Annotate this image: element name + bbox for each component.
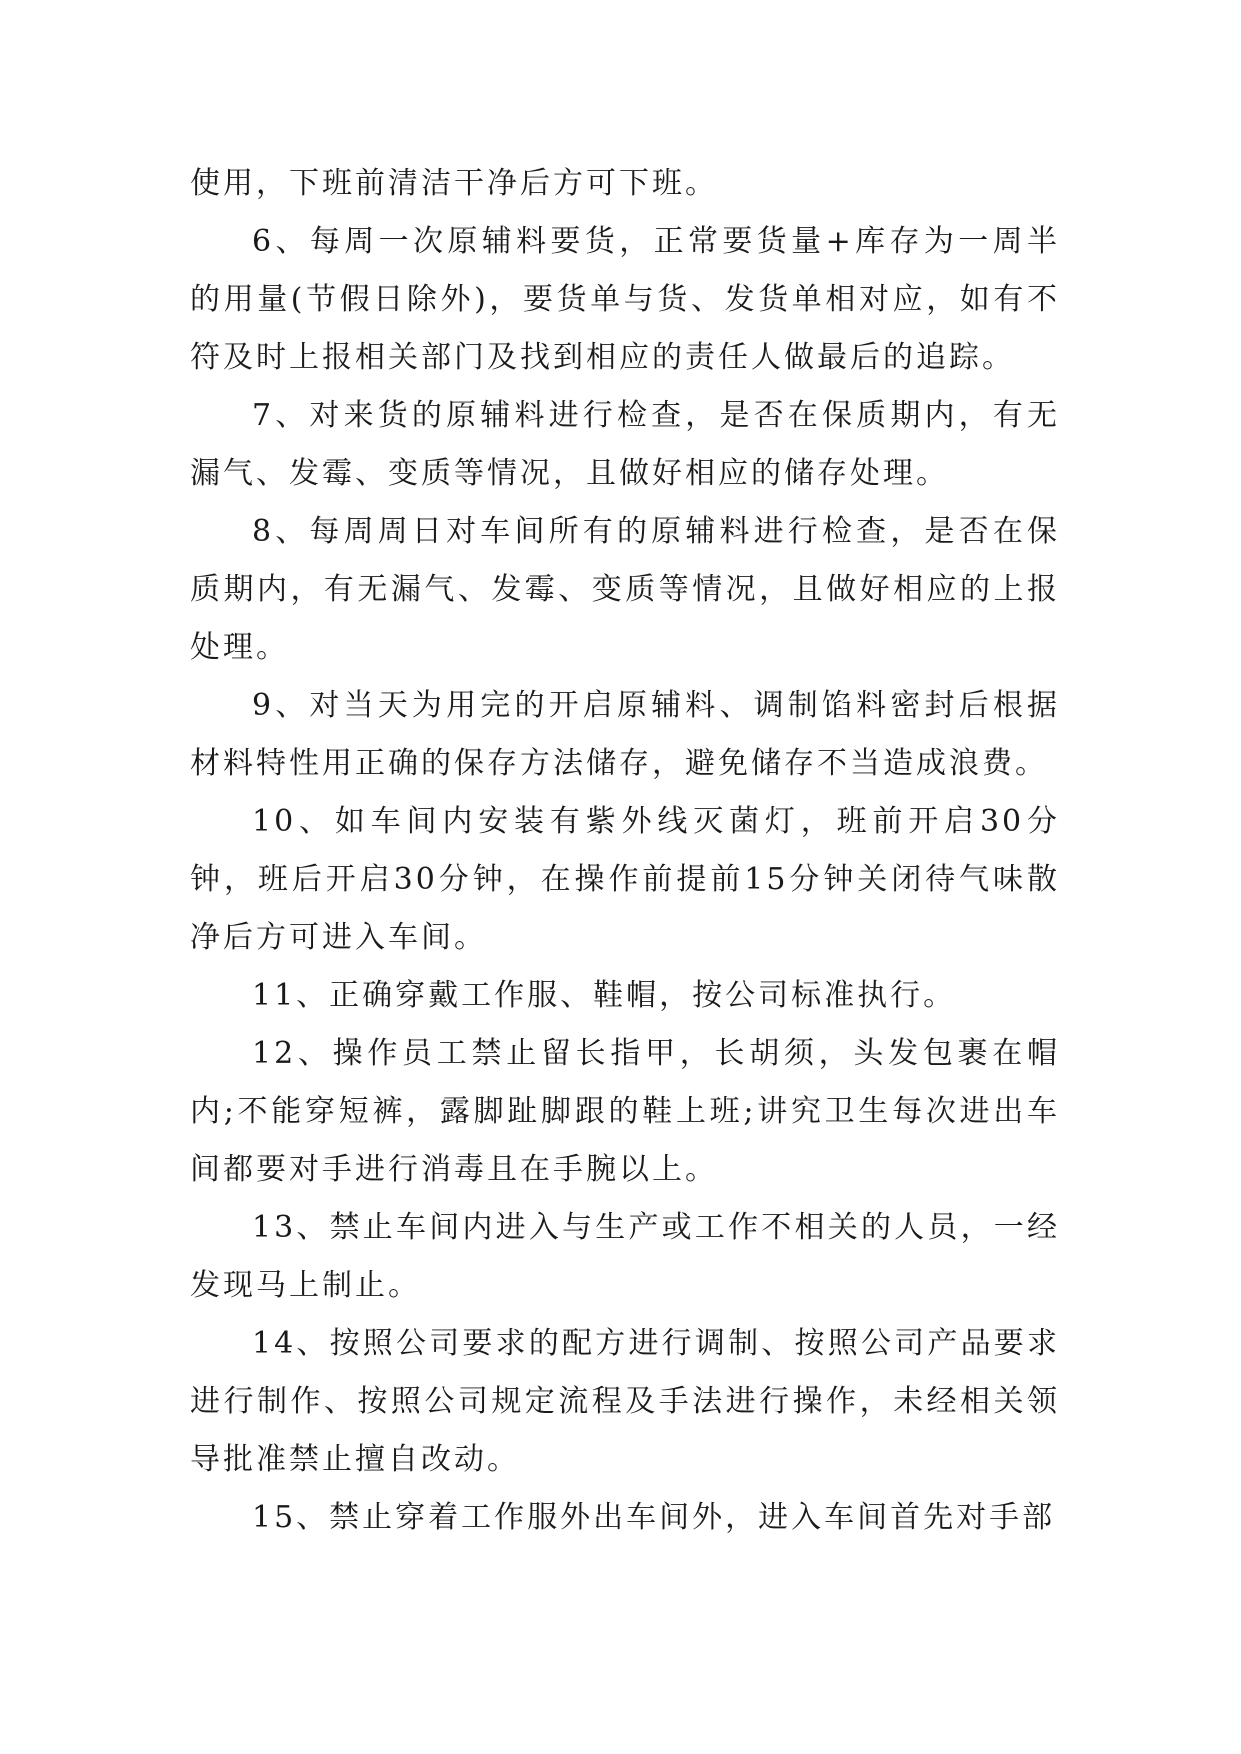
paragraph-item-8: 8、每周周日对车间所有的原辅料进行检查，是否在保质期内，有无漏气、发霉、变质等情况，且做好相应的上报处理。 xyxy=(190,514,1060,665)
paragraph-item-9: 9、对当天为用完的开启原辅料、调制馅料密封后根据材料特性用正确的保存方法储存，避免储存不当造成浪费。 xyxy=(190,688,1060,781)
paragraph-continued: 使用，下班前清洁干净后方可下班。 xyxy=(190,166,718,201)
paragraph-item-12: 12、操作员工禁止留长指甲，长胡须，头发包裹在帽内;不能穿短裤，露脚趾脚跟的鞋上班;讲究卫生每次进出车间都要对手进行消毒且在手腕以上。 xyxy=(190,1036,1060,1187)
paragraph-item-6: 6、每周一次原辅料要货，正常要货量+库存为一周半的用量(节假日除外)，要货单与货、发货单相对应，如有不符及时上报相关部门及找到相应的责任人做最后的追踪。 xyxy=(190,224,1060,375)
paragraph-item-15: 15、禁止穿着工作服外出车间外，进入车间首先对手部 xyxy=(252,1500,1056,1535)
paragraph-item-7: 7、对来货的原辅料进行检查，是否在保质期内，有无漏气、发霉、变质等情况，且做好相应的储存处理。 xyxy=(190,398,1060,491)
paragraph-item-14: 14、按照公司要求的配方进行调制、按照公司产品要求进行制作、按照公司规定流程及手法进行操作，未经相关领导批准禁止擅自改动。 xyxy=(190,1326,1060,1477)
paragraph-item-10: 10、如车间内安装有紫外线灭菌灯，班前开启30分钟，班后开启30分钟，在操作前提前15分钟关闭待气味散净后方可进入车间。 xyxy=(190,804,1060,955)
paragraph-item-13: 13、禁止车间内进入与生产或工作不相关的人员，一经发现马上制止。 xyxy=(190,1210,1060,1303)
document-body xyxy=(190,155,1060,1547)
paragraph-item-11: 11、正确穿戴工作服、鞋帽，按公司标准执行。 xyxy=(252,978,957,1013)
